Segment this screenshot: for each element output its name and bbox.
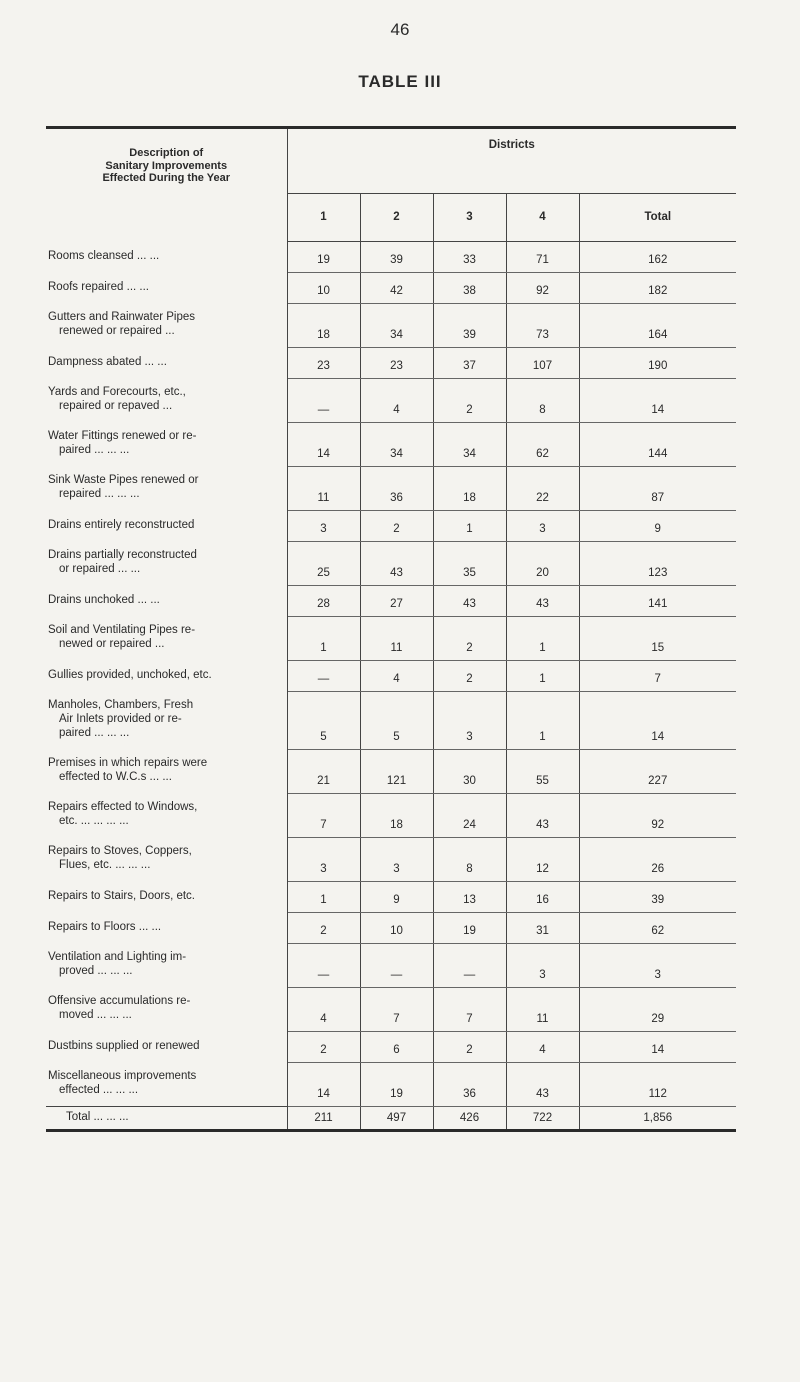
district-3-value: 18 [433,466,506,510]
district-2-value: 121 [360,749,433,793]
row-description [46,303,287,347]
district-2-value: 27 [360,585,433,616]
district-1-value: 2 [287,1031,360,1062]
row-description-line: Drains unchoked ... ... [48,593,160,606]
district-1-value: 3 [287,510,360,541]
row-description [46,660,287,691]
table-row [46,303,736,347]
table-row [46,510,736,541]
row-description [46,837,287,881]
sanitary-improvements-table-container [46,126,736,1132]
row-description-line: Manholes, Chambers, Fresh [48,699,194,712]
total-district-2: 497 [360,1106,433,1130]
district-1-value: 28 [287,585,360,616]
district-3-value: 1 [433,510,506,541]
district-2-value: 10 [360,912,433,943]
district-3-value: 33 [433,241,506,272]
grand-total: 1,856 [579,1106,736,1130]
district-4-value: 16 [506,881,579,912]
district-2-value: 34 [360,303,433,347]
district-3-value: 39 [433,303,506,347]
district-1-value: 1 [287,881,360,912]
row-description-line: Rooms cleansed ... ... [48,249,160,262]
district-4-value: 8 [506,378,579,422]
district-1-value: 4 [287,987,360,1031]
total-value: 29 [579,987,736,1031]
district-4-value: 11 [506,987,579,1031]
district-4-value: 107 [506,347,579,378]
table-row [46,881,736,912]
district-4-value: 22 [506,466,579,510]
row-description-line: proved ... ... ... [59,965,133,977]
table-row [46,691,736,749]
district-4-header: 4 [506,193,579,241]
table-body [46,241,736,1106]
row-description-line: Offensive accumulations re- [48,995,191,1008]
district-4-value: 1 [506,660,579,691]
row-description-line: Drains entirely reconstructed [48,518,195,531]
districts-header: Districts [287,128,736,194]
row-description-line: repaired or repaved ... [59,400,173,412]
total-value: 162 [579,241,736,272]
district-1-value: 23 [287,347,360,378]
description-header-line: Sanitary Improvements [105,159,228,172]
row-description-line: Sink Waste Pipes renewed or [48,474,199,487]
district-3-value: 34 [433,422,506,466]
table-row [46,912,736,943]
table-row [46,241,736,272]
total-value: 190 [579,347,736,378]
total-row-label: Total ... ... ... [46,1106,287,1130]
district-4-value: 62 [506,422,579,466]
total-column-header: Total [579,193,736,241]
table-row [46,793,736,837]
row-description [46,347,287,378]
table-row [46,1062,736,1106]
total-value: 182 [579,272,736,303]
table-title: TABLE III [358,72,442,91]
district-4-value: 43 [506,793,579,837]
district-2-value: 5 [360,691,433,749]
row-description-line: newed or repaired ... [59,638,165,650]
row-description-line: etc. ... ... ... ... [59,815,129,827]
total-value: 112 [579,1062,736,1106]
total-value: 9 [579,510,736,541]
district-3-value: 43 [433,585,506,616]
total-value: 15 [579,616,736,660]
row-description [46,272,287,303]
district-3-value: 2 [433,616,506,660]
row-description [46,987,287,1031]
row-description [46,466,287,510]
district-4-value: 12 [506,837,579,881]
district-3-value: 13 [433,881,506,912]
row-description [46,510,287,541]
district-3-value: 2 [433,378,506,422]
district-4-value: 73 [506,303,579,347]
row-description-line: Air Inlets provided or re- [59,713,182,726]
table-row [46,541,736,585]
district-2-value: 19 [360,1062,433,1106]
row-description [46,422,287,466]
district-4-value: 1 [506,691,579,749]
row-description-line: or repaired ... ... [59,563,141,575]
district-4-value: 3 [506,943,579,987]
district-2-value: — [360,943,433,987]
total-value: 227 [579,749,736,793]
district-4-value: 20 [506,541,579,585]
district-3-value: 3 [433,691,506,749]
row-description-line: Roofs repaired ... ... [48,280,149,293]
district-1-value: — [287,660,360,691]
row-description-line: Repairs to Stairs, Doors, etc. [48,889,195,902]
total-district-3: 426 [433,1106,506,1130]
total-value: 14 [579,691,736,749]
district-4-value: 55 [506,749,579,793]
district-1-value: 21 [287,749,360,793]
district-4-value: 4 [506,1031,579,1062]
row-description [46,912,287,943]
district-1-value: 5 [287,691,360,749]
row-description-line: Gutters and Rainwater Pipes [48,311,196,324]
district-1-value: 10 [287,272,360,303]
total-value: 144 [579,422,736,466]
row-description-line: Miscellaneous improvements [48,1069,197,1082]
district-3-value: 37 [433,347,506,378]
district-4-value: 43 [506,1062,579,1106]
total-district-4: 722 [506,1106,579,1130]
row-description-line: paired ... ... ... [59,726,130,739]
row-description [46,616,287,660]
district-1-value: 7 [287,793,360,837]
district-1-value: 11 [287,466,360,510]
total-row [46,1106,736,1130]
district-4-value: 43 [506,585,579,616]
row-description-line: Dampness abated ... ... [48,355,167,368]
row-description-line: paired ... ... ... [59,444,130,456]
table-row [46,749,736,793]
sanitary-improvements-table [46,126,736,1132]
district-2-value: 42 [360,272,433,303]
district-2-value: 11 [360,616,433,660]
district-1-value: 2 [287,912,360,943]
row-description-line: Repairs to Floors ... ... [48,920,162,933]
district-3-value: 2 [433,1031,506,1062]
row-description-line: Yards and Forecourts, etc., [48,386,186,399]
row-description [46,793,287,837]
row-description-line: moved ... ... ... [59,1009,132,1021]
row-description-line: Ventilation and Lighting im- [48,951,187,964]
description-header-line: Description of [129,147,204,159]
total-value: 87 [579,466,736,510]
district-2-value: 23 [360,347,433,378]
total-value: 141 [579,585,736,616]
district-3-value: 30 [433,749,506,793]
row-description-line: repaired ... ... ... [59,488,140,500]
district-3-value: 2 [433,660,506,691]
district-2-value: 43 [360,541,433,585]
row-description [46,943,287,987]
district-2-value: 39 [360,241,433,272]
row-description-line: effected ... ... ... [59,1083,139,1096]
row-description [46,1031,287,1062]
description-column-header [46,128,287,242]
district-3-value: 38 [433,272,506,303]
district-2-value: 36 [360,466,433,510]
district-3-value: — [433,943,506,987]
row-description [46,1062,287,1106]
table-row [46,1031,736,1062]
row-description-line: Flues, etc. ... ... ... [59,859,151,871]
district-1-value: 18 [287,303,360,347]
district-4-value: 71 [506,241,579,272]
district-1-value: 19 [287,241,360,272]
table-row [46,585,736,616]
district-2-value: 34 [360,422,433,466]
row-description-line: Gullies provided, unchoked, etc. [48,668,212,681]
row-description [46,241,287,272]
total-value: 164 [579,303,736,347]
district-2-value: 9 [360,881,433,912]
district-3-value: 36 [433,1062,506,1106]
district-3-value: 24 [433,793,506,837]
district-4-value: 31 [506,912,579,943]
row-description-line: renewed or repaired ... [59,325,175,337]
total-value: 14 [579,1031,736,1062]
table-row [46,272,736,303]
district-1-value: 1 [287,616,360,660]
row-description [46,541,287,585]
district-2-header: 2 [360,193,433,241]
district-4-value: 3 [506,510,579,541]
district-1-value: 3 [287,837,360,881]
district-3-value: 7 [433,987,506,1031]
table-row [46,987,736,1031]
total-district-1: 211 [287,1106,360,1130]
total-value: 14 [579,378,736,422]
total-value: 92 [579,793,736,837]
row-description [46,881,287,912]
table-row [46,347,736,378]
district-1-value: — [287,943,360,987]
row-description [46,691,287,749]
district-4-value: 1 [506,616,579,660]
district-1-value: 25 [287,541,360,585]
row-description [46,749,287,793]
row-description-line: Repairs effected to Windows, [48,801,198,814]
district-3-value: 35 [433,541,506,585]
district-1-value: 14 [287,1062,360,1106]
row-description-line: Drains partially reconstructed [48,549,197,562]
district-1-value: — [287,378,360,422]
district-3-header: 3 [433,193,506,241]
total-value: 26 [579,837,736,881]
table-row [46,837,736,881]
district-2-value: 6 [360,1031,433,1062]
row-description [46,378,287,422]
row-description-line: Dustbins supplied or renewed [48,1039,200,1052]
total-value: 62 [579,912,736,943]
district-2-value: 4 [360,378,433,422]
district-2-value: 2 [360,510,433,541]
total-value: 39 [579,881,736,912]
district-1-value: 14 [287,422,360,466]
table-row [46,466,736,510]
description-header-line: Effected During the Year [102,172,231,185]
row-description-line: Water Fittings renewed or re- [48,430,197,443]
table-row [46,616,736,660]
table-row [46,422,736,466]
district-2-value: 18 [360,793,433,837]
table-row [46,943,736,987]
row-description [46,585,287,616]
row-description-line: effected to W.C.s ... ... [59,771,172,783]
district-2-value: 3 [360,837,433,881]
district-3-value: 19 [433,912,506,943]
table-row [46,660,736,691]
district-4-value: 92 [506,272,579,303]
total-value: 123 [579,541,736,585]
row-description-line: Premises in which repairs were [48,757,208,770]
total-value: 7 [579,660,736,691]
district-2-value: 7 [360,987,433,1031]
district-2-value: 4 [360,660,433,691]
district-3-value: 8 [433,837,506,881]
table-row [46,378,736,422]
row-description-line: Soil and Ventilating Pipes re- [48,624,196,637]
row-description-line: Repairs to Stoves, Coppers, [48,845,192,858]
page-number: 46 [390,20,410,39]
total-value: 3 [579,943,736,987]
district-1-header: 1 [287,193,360,241]
